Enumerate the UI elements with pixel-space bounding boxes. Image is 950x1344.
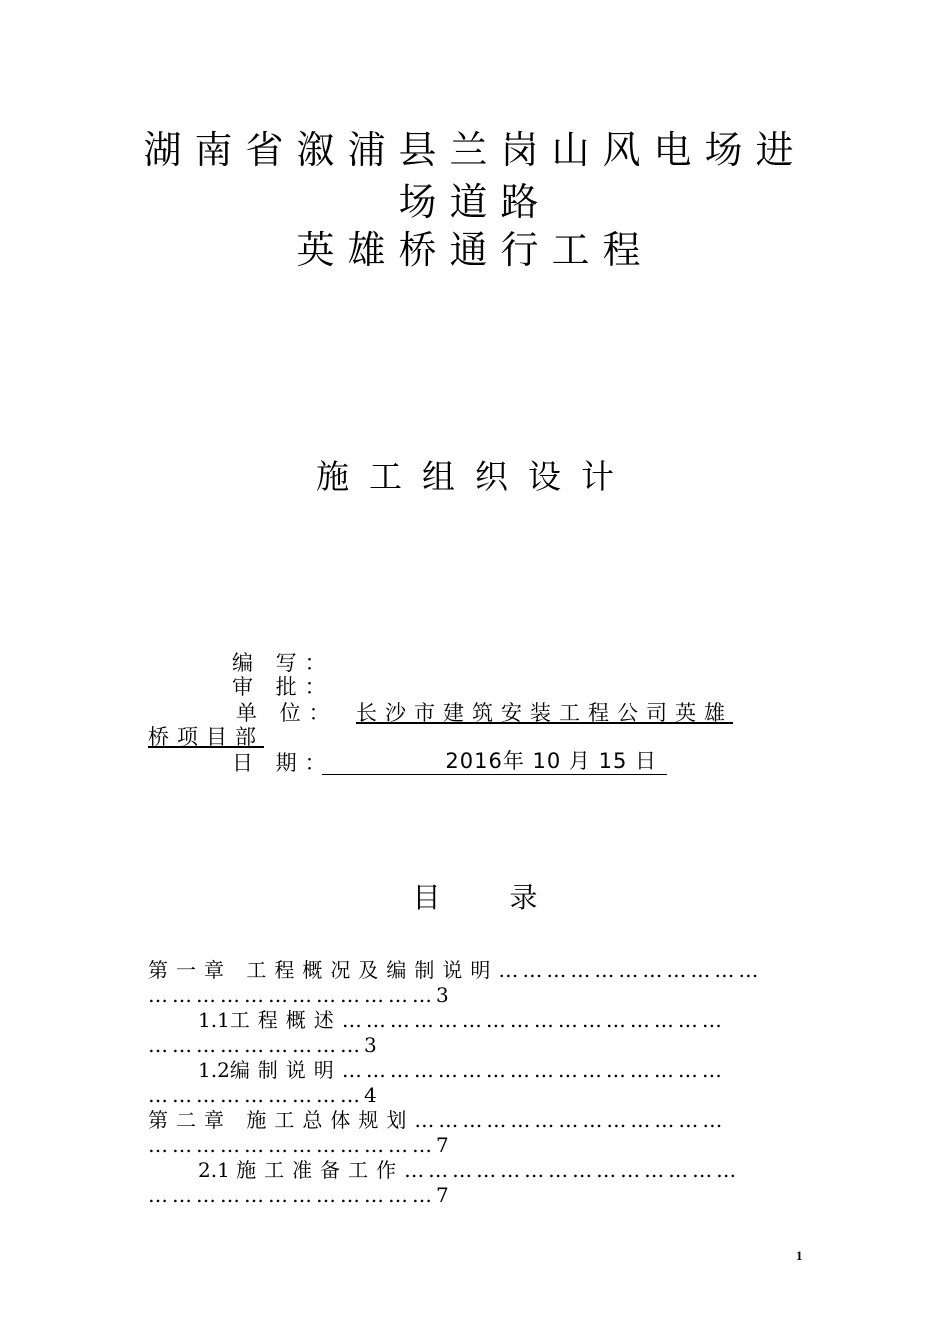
date-value: 2016年 10 月 15 日	[445, 749, 657, 773]
toc-entry-line-1	[148, 1008, 726, 1033]
toc-entry-text: 工程概述	[229, 1008, 342, 1032]
toc-entry-line-1	[148, 1158, 740, 1183]
toc-title: 目 录	[412, 881, 538, 914]
approver-label: 审 批：	[232, 675, 334, 699]
toc-leader-dots: ……………………………	[498, 958, 763, 982]
toc-entry-line-2	[148, 1033, 726, 1058]
toc-entry-line-1	[148, 958, 762, 983]
toc-leader-dots: …………………………………	[414, 1108, 727, 1132]
toc-page-number: 7	[436, 1133, 449, 1157]
toc-entry-line-1	[148, 1108, 726, 1133]
toc-section-number: 2.1	[198, 1158, 237, 1182]
toc-entry-text: 第二章 施工总体规划	[148, 1108, 415, 1132]
page-number: 1	[796, 1248, 803, 1263]
toc-section-number: 1.1	[198, 1008, 230, 1032]
unit-value-line-2: 桥项目部	[148, 725, 264, 749]
unit-value-line-1: 长沙市建筑安装工程公司英雄	[356, 701, 733, 725]
toc-entry-line-2	[148, 1083, 726, 1108]
unit-label: 单 位：	[236, 701, 338, 725]
toc-entry[interactable]	[148, 1058, 726, 1108]
toc-entry[interactable]	[148, 958, 762, 1008]
toc-entry-text: 施工准备工作	[236, 1158, 405, 1182]
compiler-label: 编 写：	[232, 651, 334, 675]
toc-page-number: 3	[364, 1033, 377, 1057]
toc-entry-text: 编制说明	[229, 1058, 342, 1082]
toc-leader-dots: ………………………………	[148, 1183, 436, 1207]
toc-page-number: 4	[364, 1083, 377, 1107]
toc-leader-dots: ………………………………	[148, 983, 436, 1007]
toc-leader-dots: …………………………………………	[341, 1058, 726, 1082]
toc-leader-dots: ………………………	[148, 1083, 364, 1107]
toc-leader-dots: ………………………………	[148, 1133, 436, 1157]
toc-leader-dots: ……………………………………	[404, 1158, 741, 1182]
toc-entry-line-1	[148, 1058, 726, 1083]
toc-entry[interactable]	[148, 1158, 740, 1208]
toc-page-number: 3	[436, 983, 449, 1007]
date-value-field	[322, 748, 667, 775]
toc-entry-line-2	[148, 1183, 740, 1208]
project-title-line-2: 场道路	[398, 180, 552, 224]
toc-leader-dots: …………………………………………	[341, 1008, 726, 1032]
toc-entry-line-2	[148, 983, 762, 1008]
toc-page-number: 7	[436, 1183, 449, 1207]
date-label: 日 期：	[232, 751, 334, 775]
toc-entry-text: 第一章 工程概况及编制说明	[148, 958, 499, 982]
project-title-line-3: 英雄桥通行工程	[296, 228, 654, 272]
toc-entry[interactable]	[148, 1108, 726, 1158]
toc-section-number: 1.2	[198, 1058, 230, 1082]
toc-entry[interactable]	[148, 1008, 726, 1058]
document-type-heading: 施工组织设计	[316, 457, 634, 496]
toc-entry-line-2	[148, 1133, 726, 1158]
toc-leader-dots: ………………………	[148, 1033, 364, 1057]
project-title-line-1: 湖南省溆浦县兰岗山风电场进	[143, 128, 807, 172]
